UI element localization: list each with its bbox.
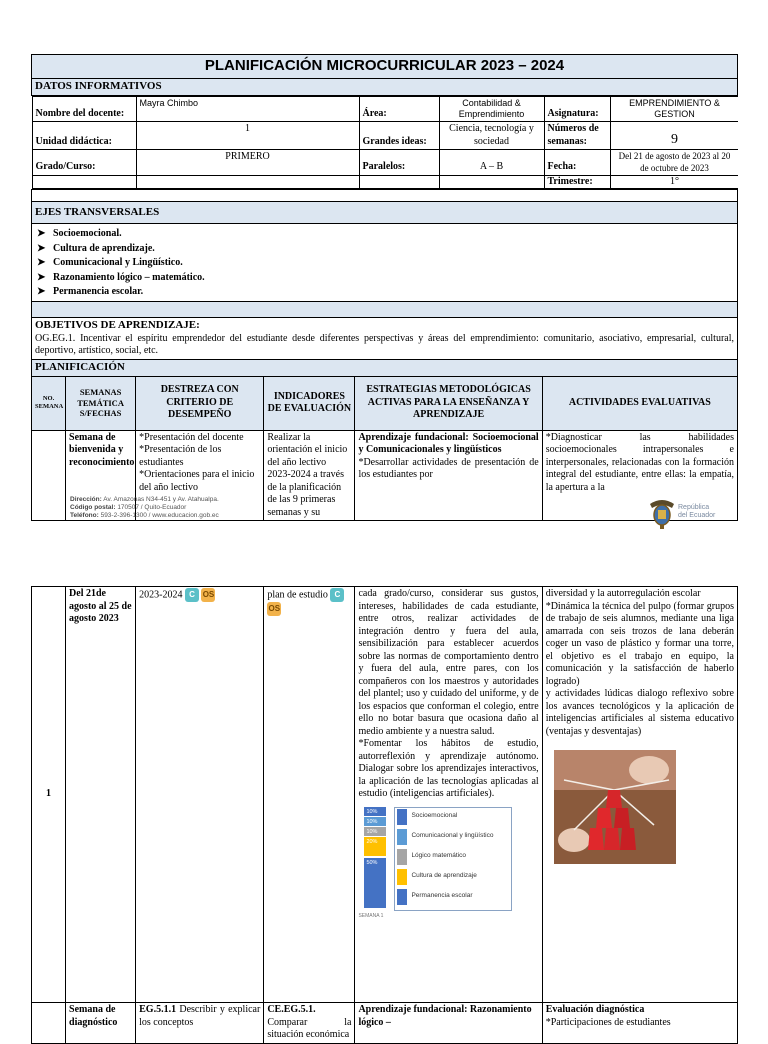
footer-telefono: 593-2-396-1300 / www.educacion.gob.ec <box>100 512 219 519</box>
ecuador-logo <box>648 496 738 532</box>
col-destreza: DESTREZA CON CRITERIO DE DESEMPEÑO <box>136 376 264 430</box>
legend-swatch <box>397 829 407 845</box>
asignatura-value: EMPRENDIMIENTO & GESTION <box>610 96 738 122</box>
legend-label: Cultura de aprendizaje <box>411 871 477 879</box>
legend-label: Lógico matemático <box>411 851 466 859</box>
planning-table-top <box>31 54 738 521</box>
document-title: PLANIFICACIÓN MICROCURRICULAR 2023 – 2024 <box>32 55 738 79</box>
objetivos-heading: OBJETIVOS DE APRENDIZAJE: <box>35 318 200 331</box>
comment-c-icon[interactable]: C <box>330 588 344 602</box>
grado-value: PRIMERO <box>136 150 359 176</box>
chart-legend-item <box>407 852 466 860</box>
paralelos-label: Paralelos: <box>359 150 439 176</box>
legend-swatch <box>397 849 407 865</box>
grado-label: Grado/Curso: <box>32 150 136 176</box>
logo-line-1: República <box>678 504 710 511</box>
planificacion-heading: PLANIFICACIÓN <box>32 359 738 376</box>
chart-bar-segment: 50% <box>364 858 386 909</box>
chart-bar-segment: 20% <box>364 837 386 857</box>
footer-postal: 170507 / Quito-Ecuador <box>117 504 187 511</box>
chart-bar-segment: 10% <box>364 827 386 837</box>
fecha-value: Del 21 de agosto de 2023 al 20 de octubre de 2023 <box>610 150 738 176</box>
list-item: ➤ Socioemocional. <box>37 228 122 240</box>
list-item: ➤ Permanencia escolar. <box>37 286 144 298</box>
legend-swatch <box>397 889 407 905</box>
legend-swatch <box>397 869 407 885</box>
objetivos-text: OG.EG.1. Incentivar el espíritu emprendedor del estudiante desde diferentes perspectivas y áreas del emprendimiento: comunitario, asociativo, empresarial, cultural, deportivo, artístico, social, etc. <box>35 332 734 356</box>
semanas-label: Números de semanas: <box>544 122 610 150</box>
indicadores-cont: plan de estudio <box>267 589 328 601</box>
actividades-cont: diversidad y la autorregulación escolar *Dinámica la técnica del pulpo (formar grupos de trabajo de seis alumnos, mediante una liga amarrada con seis trozos de lana deberán coger un vaso de plástico y formar una torre, el objetivo es el trabajo en equipo, la comunicación y la satisfacción de haberlo logrado) y actividades lúdicas dialogo reflexivo sobre los avances tecnológicos y la aplicación de inteligencias artificiales al sistema educativo (ventajas y desventajas) <box>545 588 734 737</box>
actividades-bienvenida: *Diagnosticar las habilidades socioemocionales intrapersonales e interpersonales, relacionadas con la formación integral del estudiante, entre ellas: la empatía, la apertura a la <box>542 430 737 521</box>
week-dates: Del 21de agosto al 25 de agosto 2023 <box>66 587 136 1003</box>
chart-legend-item <box>407 832 493 840</box>
fecha-label: Fecha: <box>544 150 610 176</box>
estrategias-text: *Desarrollar actividades de presentación de los estudiantes por <box>358 456 539 480</box>
page-2 <box>0 586 768 1040</box>
col-estrategias: ESTRATEGIAS METODOLÓGICAS ACTIVAS PARA LA ENSEÑANZA Y APRENDIZAJE <box>355 376 542 430</box>
estrategias-title: Aprendizaje fundacional: Socioemocional y Comunicacionales y lingüísticos <box>358 431 539 455</box>
comment-c-icon[interactable]: C <box>185 588 199 602</box>
destreza-diagnostico: Describir y explicar los conceptos <box>139 1004 261 1028</box>
list-item: ➤ Razonamiento lógico – matemático. <box>37 271 205 283</box>
estrategias-diagnostico: Aprendizaje fundacional: Razonamiento lógico – <box>355 1003 542 1044</box>
docente-value: Mayra Chimbo <box>136 96 359 122</box>
coat-of-arms-icon <box>648 496 676 530</box>
estrategias-cont-2: *Fomentar los hábitos de estudio, autorreflexión y aprendizaje autónomo. Dialogar sobre los aprendizajes interactivos, la aplicación de las tecnologías aplicadas al estudio (inteligencias artificiales). <box>358 738 539 799</box>
col-actividades: ACTIVIDADES EVALUATIVAS <box>542 376 737 430</box>
pulpo-photo <box>554 750 676 864</box>
trimestre-value: 1° <box>610 175 738 189</box>
asignatura-label: Asignatura: <box>544 96 610 122</box>
week-number: 1 <box>32 587 66 1003</box>
unidad-value: 1 <box>136 122 359 150</box>
ejes-heading: EJES TRANSVERSALES <box>32 202 738 224</box>
legend-swatch <box>397 809 407 825</box>
col-semanas: SEMANAS TEMÁTICA S/FECHAS <box>66 376 136 430</box>
chart-caption: SEMANA 1 <box>358 912 384 919</box>
area-label: Área: <box>359 96 439 122</box>
datos-table <box>32 96 738 190</box>
actividades-diagnostico: *Participaciones de estudiantes <box>545 1016 671 1028</box>
list-item: ➤ Comunicacional y Lingüístico. <box>37 257 183 269</box>
ideas-value: Ciencia, tecnología y sociedad <box>439 122 544 150</box>
destreza-bienvenida: *Presentación del docente *Presentación de los estudiantes *Orientaciones para el inicio del año lectivo <box>136 430 264 521</box>
col-indicadores: INDICADORES DE EVALUACIÓN <box>264 376 355 430</box>
page-footer: Dirección: Av. Amazonas N34-451 y Av. Atahualpa. Código postal: 170507 / Quito-Ecuador Teléfono: 593-2-396-1300 / www.educacion.gob.ec <box>70 496 219 519</box>
ejes-list <box>35 225 734 300</box>
logo-line-2: del Ecuador <box>678 512 716 519</box>
chart-bar-segment: 10% <box>364 817 386 827</box>
semana-diagnostico: Semana de diagnóstico <box>66 1003 136 1044</box>
trimestre-label: Trimestre: <box>544 175 610 189</box>
destreza-code: EG.5.1.1 <box>139 1004 177 1015</box>
indicador-code: CE.EG.5.1. <box>267 1004 316 1015</box>
estrategias-cont: cada grado/curso, considerar sus gustos, intereses, habilidades de cada estudiante, entre otros, realizar actividades de integración dentro y fuera del aula, sensibilización para establecer acuerdos sobre las normas de comportamiento dentro y fuera del aula, entre pares, con los compañeros con los maestros y autoridades del plantel; uso y cuidado del uniforme, y de los espacios que conforman el colegio, entre ello no botar basura que ocasiona daño al medio ambiente y a nuestra salud. <box>358 588 539 737</box>
chart-legend-item <box>407 872 476 880</box>
indicadores-bienvenida: Realizar la orientación el inicio del año lectivo 2023-2024 a través de la planificación de las 9 primeras semanas y su <box>264 430 355 521</box>
semana-bienvenida: Semana de bienvenida y reconocimiento <box>66 430 136 521</box>
list-item: ➤ Cultura de aprendizaje. <box>37 242 155 254</box>
chart-legend-item <box>407 812 457 820</box>
destreza-cont: 2023-2024 <box>139 589 183 601</box>
legend-label: Socioemocional <box>411 811 458 819</box>
col-no-semana: NO. SEMANA <box>32 376 66 430</box>
docente-label: Nombre del docente: <box>32 96 136 122</box>
ideas-label: Grandes ideas: <box>359 122 439 150</box>
chart-bar-segment: 10% <box>364 807 386 817</box>
comment-os-icon[interactable]: OS <box>267 602 281 616</box>
datos-heading: DATOS INFORMATIVOS <box>32 79 738 96</box>
area-value: Contabilidad & Emprendimiento <box>439 96 544 122</box>
indicador-diagnostico: Comparar la situación económica <box>267 1016 352 1040</box>
unidad-label: Unidad didáctica: <box>32 122 136 150</box>
paralelos-value: A – B <box>439 150 544 176</box>
chart-legend-item <box>407 892 472 900</box>
legend-label: Permanencia escolar <box>411 891 473 899</box>
ejes-chart <box>360 807 510 915</box>
actividades-title: Evaluación diagnóstica <box>545 1004 645 1015</box>
semanas-value: 9 <box>610 122 738 150</box>
chart-legend <box>394 807 512 911</box>
planning-table-bottom <box>31 586 738 1044</box>
footer-direccion: Av. Amazonas N34-451 y Av. Atahualpa. <box>103 496 219 503</box>
comment-os-icon[interactable]: OS <box>201 588 215 602</box>
legend-label: Comunicacional y lingüístico <box>411 831 494 839</box>
